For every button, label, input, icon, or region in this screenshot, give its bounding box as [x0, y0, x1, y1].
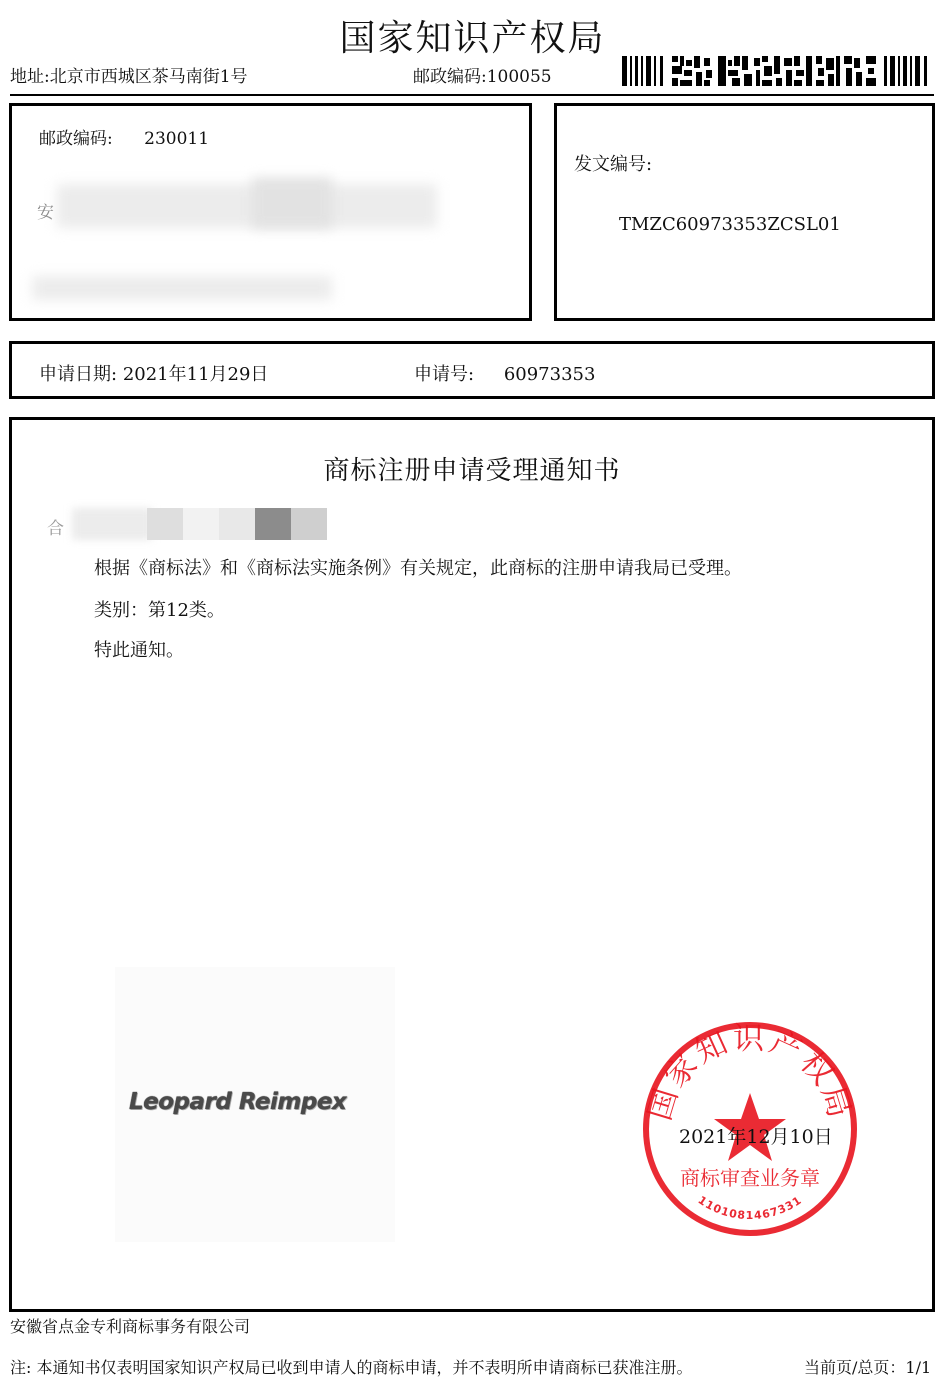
application-date [39, 360, 268, 386]
notice-paragraph: 根据《商标法》和《商标法实施条例》有关规定，此商标的注册申请我局已受理。 [94, 558, 742, 579]
application-number [414, 360, 595, 386]
seal-number: 1101081467331 [695, 1193, 805, 1223]
redaction-blur [252, 178, 332, 228]
application-date-label: 申请日期: [39, 364, 118, 385]
redaction-blur [72, 508, 152, 540]
trademark-image [115, 967, 395, 1242]
application-number-value: 60973353 [503, 364, 596, 385]
redaction-block [219, 508, 255, 540]
page-count: 当前页/总页：1/1 [804, 1358, 932, 1377]
redaction-block [183, 508, 219, 540]
footer-note: 注: 本通知书仅表明国家知识产权局已收到申请人的商标申请，并不表明所申请商标已获准注册。 [10, 1358, 693, 1377]
redaction-block [147, 508, 183, 540]
office-postal-code: 邮政编码:100055 [413, 67, 552, 87]
barcode-icon [622, 54, 930, 88]
recipient-postal-code [39, 124, 209, 149]
agency-name: 安徽省点金专利商标事务有限公司 [10, 1317, 251, 1336]
application-info-box [9, 341, 935, 399]
trademark-text: Leopard Reimpex [129, 1089, 347, 1115]
issue-date: 2021年12月10日 [679, 1126, 833, 1148]
seal-center-text: 商标审查业务章 [680, 1166, 820, 1190]
redaction-blur [32, 276, 332, 300]
notice-class: 类别：第12类。 [94, 600, 225, 621]
notice-title: 商标注册申请受理通知书 [323, 456, 621, 486]
application-date-value: 2021年11月29日 [122, 364, 269, 385]
seal-top-text: 国家知识产权局 [641, 1021, 859, 1125]
document-number-label: 发文编号: [574, 154, 653, 175]
redaction-blur [57, 184, 437, 228]
redaction-block [255, 508, 291, 540]
recipient-box [9, 103, 532, 321]
document-number-box [554, 103, 935, 321]
recipient-postal-value: 230011 [144, 129, 210, 149]
office-title: 国家知识产权局 [339, 18, 606, 59]
application-number-label: 申请号: [414, 364, 475, 385]
svg-text:1101081467331 [696, 1193, 805, 1222]
header-divider [10, 94, 934, 96]
applicant-name-redacted: 合 [47, 519, 64, 539]
office-address: 地址:北京市西城区茶马南街1号 [10, 67, 248, 87]
recipient-name-redacted: 安 [37, 203, 54, 223]
notice-closing: 特此通知。 [94, 640, 184, 661]
document-number-value: TMZC60973353ZCSL01 [619, 214, 841, 235]
recipient-postal-label: 邮政编码: [39, 129, 113, 149]
redaction-block [291, 508, 327, 540]
